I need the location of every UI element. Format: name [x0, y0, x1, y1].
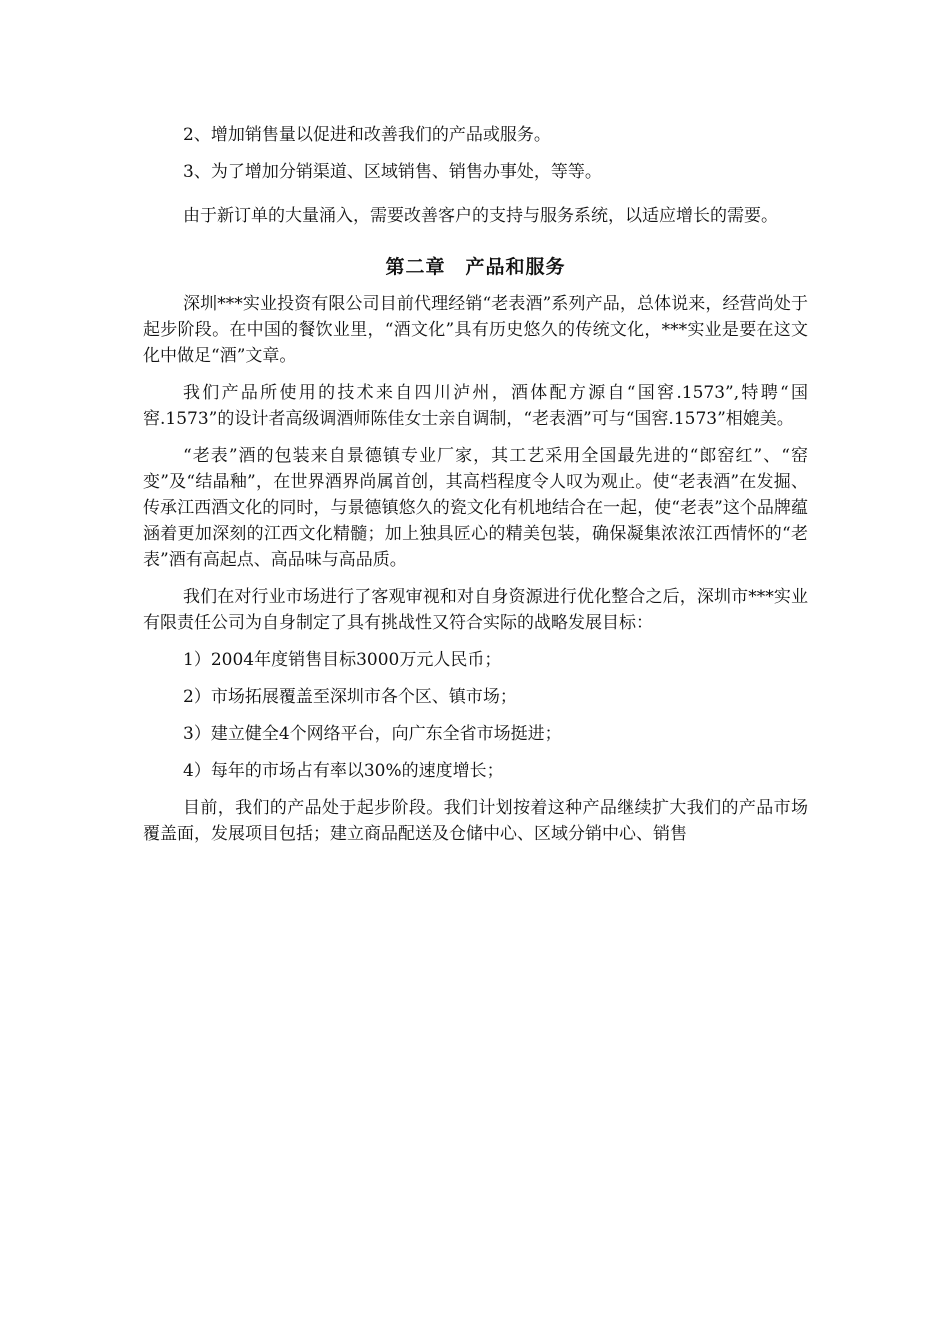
goal-item-4: 4）每年的市场占有率以30%的速度增长； [183, 761, 504, 781]
closing-paragraph: 目前，我们的产品处于起步阶段。我们计划按着这种产品继续扩大我们的产品市场覆盖面，发展项目包括；建立商品配送及仓储中心、区域分销中心、销售 [143, 798, 808, 844]
intro-paragraph: 由于新订单的大量涌入，需要改善客户的支持与服务系统，以适应增长的需要。 [183, 206, 778, 226]
paragraph-company-intro: 深圳***实业投资有限公司目前代理经销“老表酒”系列产品，总体说来，经营尚处于起步阶段。在中国的餐饮业里，“酒文化”具有历史悠久的传统文化，***实业是要在这文化中做足“酒”文章。 [143, 294, 808, 366]
intro-item-3: 3、为了增加分销渠道、区域销售、销售办事处，等等。 [183, 162, 602, 182]
goal-item-2: 2）市场拓展覆盖至深圳市各个区、镇市场； [183, 687, 517, 707]
paragraph-technology: 我们产品所使用的技术来自四川泸州，酒体配方源自“国窖.1573”,特聘“国窖.1573”的设计者高级调酒师陈佳女士亲自调制，“老表酒”可与“国窖.1573”相媲美。 [143, 383, 808, 429]
paragraph-strategy: 我们在对行业市场进行了客观审视和对自身资源进行优化整合之后，深圳市***实业有限责任公司为自身制定了具有挑战性又符合实际的战略发展目标： [143, 587, 808, 633]
goal-item-3: 3）建立健全4个网络平台，向广东全省市场挺进； [183, 724, 562, 744]
intro-item-2: 2、增加销售量以促进和改善我们的产品或服务。 [183, 125, 551, 145]
chapter-title: 第二章 产品和服务 [385, 256, 566, 278]
document-page [143, 122, 808, 858]
paragraph-packaging: “老表”酒的包装来自景德镇专业厂家，其工艺采用全国最先进的“郎窑红”、“窑变”及“结晶釉”，在世界酒界尚属首创，其高档程度令人叹为观止。使“老表酒”在发掘、传承江西酒文化的同时，与景德镇悠久的瓷文化有机地结合在一起，使“老表”这个品牌蕴涵着更加深刻的江西文化精髓；加上独具匠心的精美包装，确保凝集浓浓江西情怀的“老表”酒有高起点、高品味与高品质。 [143, 446, 808, 570]
goal-item-1: 1）2004年度销售目标3000万元人民币； [183, 650, 502, 670]
